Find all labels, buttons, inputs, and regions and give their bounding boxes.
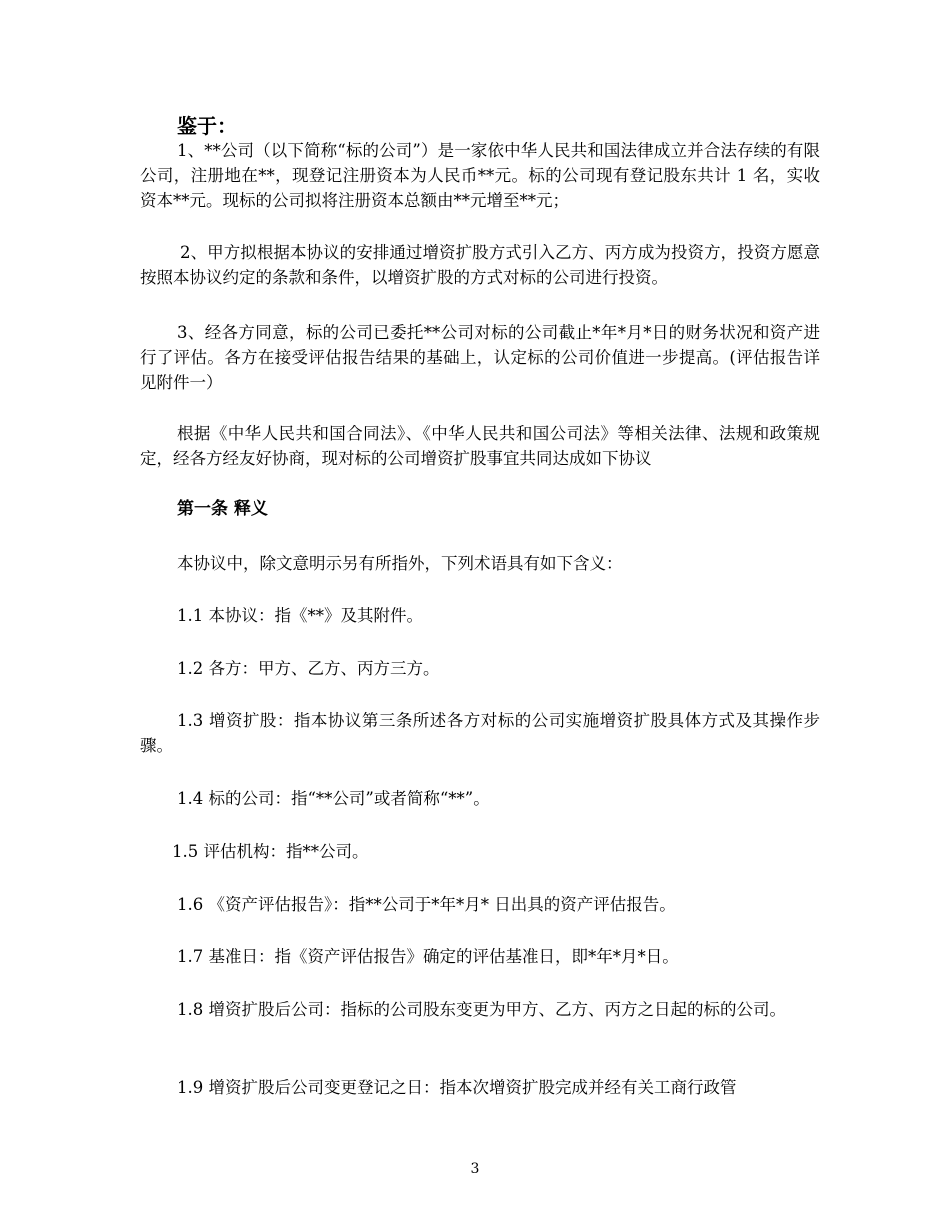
basis-paragraph: 根据《中华人民共和国合同法》、《中华人民共和国公司法》等相关法律、法规和政策规定，经各方经友好协商，现对标的公司增资扩股事宜共同达成如下协议 (140, 424, 820, 468)
definition-1-9: 1.9 增资扩股后公司变更登记之日：指本次增资扩股完成并经有关工商行政管 (177, 1078, 737, 1097)
article-1-title: 第一条 释义 (177, 499, 268, 519)
definition-1-1: 1.1 本协议：指《**》及其附件。 (177, 606, 423, 625)
definition-1-6: 1.6 《资产评估报告》：指**公司于*年*月* 日出具的资产评估报告。 (177, 895, 676, 914)
recital-3-paragraph: 3、经各方同意，标的公司已委托**公司对标的公司截止*年*月*日的财务状况和资产进行了评估。各方在接受评估报告结果的基础上，认定标的公司价值进一步提高。(评估报告详见附件一） (140, 323, 820, 392)
definition-1-8: 1.8 增资扩股后公司：指标的公司股东变更为甲方、乙方、丙方之日起的标的公司。 (177, 1000, 786, 1019)
definition-1-3: 1.3 增资扩股：指本协议第三条所述各方对标的公司实施增资扩股具体方式及其操作步骤。 (140, 711, 820, 755)
definition-1-5: 1.5 评估机构：指**公司。 (172, 842, 369, 861)
recital-1-paragraph: 1、**公司（以下简称“标的公司”）是一家依中华人民共和国法律成立并合法存续的有限公司，注册地在**，现登记注册资本为人民币**元。标的公司现有登记股东共计 1 名，实收资本**元。现标的公司拟将注册资本总额由**元增至**元； (140, 141, 820, 210)
definition-1-7: 1.7 基准日：指《资产评估报告》确定的评估基准日，即*年*月*日。 (177, 947, 679, 966)
recital-2-paragraph: 2、甲方拟根据本协议的安排通过增资扩股方式引入乙方、丙方成为投资方，投资方愿意按照本协议约定的条款和条件，以增资扩股的方式对标的公司进行投资。 (140, 243, 820, 287)
page-number: 3 (470, 1161, 480, 1177)
definitions-intro: 本协议中，除文意明示另有所指外，下列术语具有如下含义： (177, 554, 623, 573)
whereas-heading: 鉴于： (177, 114, 237, 138)
definition-1-2: 1.2 各方：甲方、乙方、丙方三方。 (177, 659, 440, 678)
definition-1-4: 1.4 标的公司：指“**公司”或者简称“**”。 (177, 789, 490, 808)
